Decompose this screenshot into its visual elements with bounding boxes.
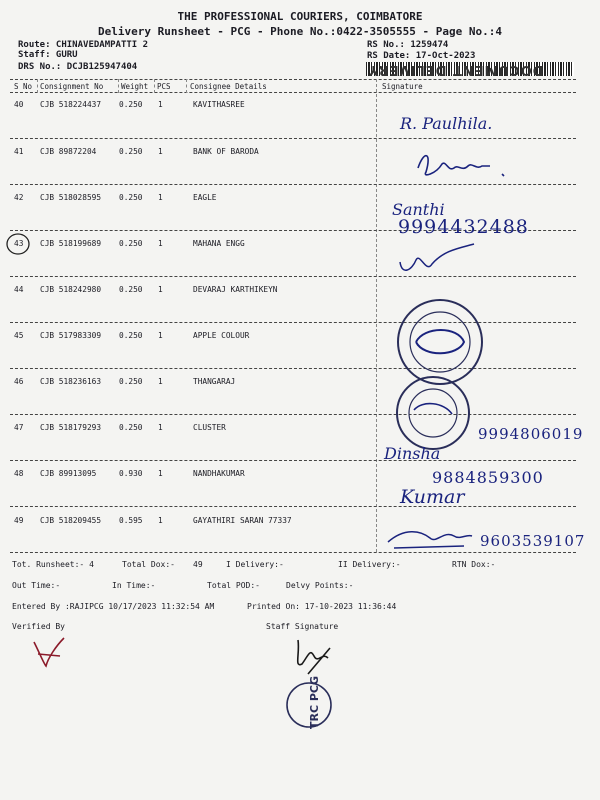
tot-runsheet: Tot. Runsheet:- 4 [12,560,94,569]
verified-by-label: Verified By [12,622,65,631]
col-pcs: PCS [157,82,171,91]
row-sno: 42 [14,193,24,202]
ii-delivery: II Delivery:- [338,560,401,569]
row-divider [10,138,576,139]
handwritten-name: Dinsha [384,444,441,463]
row-pcs: 1 [158,516,163,525]
rs-number: RS No.: 1259474 [367,40,449,50]
column-separator [154,79,155,93]
row-divider [10,184,576,185]
row-sno: 44 [14,285,24,294]
row-consignment: CJB 518199689 [40,239,102,248]
row-pcs: 1 [158,377,163,386]
row-weight: 0.250 [119,285,143,294]
row-weight: 0.250 [119,147,143,156]
row-consignment: CJB 517983309 [40,331,102,340]
row-consignment: CJB 518224437 [40,100,102,109]
col-consignee: Consignee Details [190,82,267,91]
row-sno: 40 [14,100,24,109]
row-weight: 0.930 [119,469,143,478]
route-label: Route: CHINAVEDAMPATTI 2 [18,40,149,50]
signature-scribble [410,148,520,182]
document-delivery-stamp: DOCUMENT DELIVERY [368,62,544,77]
printed-on: Printed On: 17-10-2023 11:36:44 [247,602,397,611]
staff-signature-label: Staff Signature [266,622,339,631]
column-separator [118,79,119,93]
handwritten-name: Santhi [392,200,445,219]
staff-label: Staff: GURU [18,50,78,60]
row-pcs: 1 [158,239,163,248]
row-weight: 0.250 [119,100,143,109]
company-seal-icon [394,374,472,452]
row-consignee: KAVITHASREE [193,100,245,109]
row-sno: 41 [14,147,24,156]
row-divider [10,460,576,461]
row-weight: 0.250 [119,377,143,386]
row-consignment: CJB 89913095 [40,469,97,478]
row-sno: 43 [14,239,24,248]
handwritten-signature: R. Paulhila. [400,114,493,133]
row-divider [10,506,576,507]
delvy-points: Delvy Points:- [286,581,354,590]
row-consignment: CJB 518242980 [40,285,102,294]
divider [10,79,576,80]
column-separator [376,79,377,552]
total-dox-value: 49 [193,560,203,569]
handwritten-phone: 9994432488 [398,216,529,238]
total-dox-label: Total Dox:- [122,560,175,569]
row-consignee: DEVARAJ KARTHIKEYN [193,285,278,294]
drs-number: DRS No.: DCJB125947404 [18,62,138,72]
row-sno: 47 [14,423,24,432]
row-consignment: CJB 89872204 [40,147,97,156]
row-consignment: CJB 518236163 [40,377,102,386]
row-weight: 0.250 [119,239,143,248]
row-divider [10,368,576,369]
row-consignee: BANK OF BARODA [193,147,259,156]
row-divider [10,322,576,323]
row-weight: 0.595 [119,516,143,525]
total-pod: Total POD:- [207,581,260,590]
row-pcs: 1 [158,147,163,156]
col-weight: Weight [121,82,149,91]
row-consignee: EAGLE [193,193,217,202]
col-signature: Signature [382,82,423,91]
row-consignment: CJB 518209455 [40,516,102,525]
row-pcs: 1 [158,285,163,294]
row-pcs: 1 [158,423,163,432]
column-separator [186,79,187,93]
row-pcs: 1 [158,331,163,340]
column-separator [37,79,38,93]
row-pcs: 1 [158,100,163,109]
row-sno: 46 [14,377,24,386]
trc-pcg-stamp-text: TRC PCG [308,675,322,730]
rtn-dox: RTN Dox:- [452,560,496,569]
entered-by: Entered By :RAJIPCG 10/17/2023 11:32:54 AM [12,602,215,611]
handwritten-name: Kumar [400,486,465,508]
row-weight: 0.250 [119,331,143,340]
rs-date: RS Date: 17-Oct-2023 [367,51,476,61]
row-consignee: NANDHAKUMAR [193,469,245,478]
row-sno: 48 [14,469,24,478]
row-sno: 45 [14,331,24,340]
row-consignment: CJB 518179293 [40,423,102,432]
company-title: THE PROFESSIONAL COURIERS, COIMBATORE [177,10,423,23]
row-consignee: CLUSTER [193,423,226,432]
verified-signature-scribble [30,634,70,670]
row-consignee: APPLE COLOUR [193,331,250,340]
divider [10,92,576,93]
row-weight: 0.250 [119,423,143,432]
row-divider [10,276,576,277]
i-delivery: I Delivery:- [226,560,284,569]
row-divider [10,414,576,415]
handwritten-phone: 9884859300 [432,468,544,487]
row-divider [10,552,576,553]
row-pcs: 1 [158,469,163,478]
row-consignment: CJB 518028595 [40,193,102,202]
circle-mark [4,230,34,260]
staff-signature-scribble [290,634,340,680]
signature-scribble [384,524,474,552]
in-time: In Time:- [112,581,156,590]
col-consignment: Consignment No [40,82,104,91]
runsheet-subtitle: Delivery Runsheet - PCG - Phone No.:0422-3505555 - Page No.:4 [98,25,502,38]
row-pcs: 1 [158,193,163,202]
row-consignee: THANGARAJ [193,377,236,386]
signature-scribble [392,240,482,280]
row-sno: 49 [14,516,24,525]
row-weight: 0.250 [119,193,143,202]
out-time: Out Time:- [12,581,61,590]
handwritten-phone: 9994806019 [478,425,584,443]
row-consignee: GAYATHIRI SARAN 77337 [193,516,292,525]
handwritten-phone: 9603539107 [480,532,586,550]
row-consignee: MAHANA ENGG [193,239,245,248]
col-sno: S No [14,82,33,91]
